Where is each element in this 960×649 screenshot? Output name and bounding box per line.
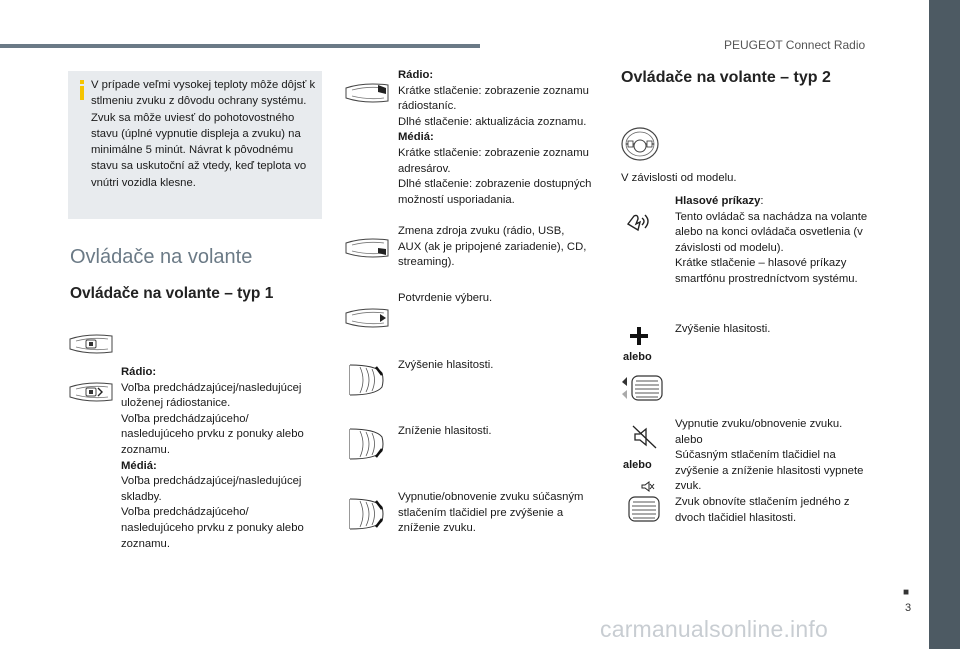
mute-line-1: Vypnutie zvuku/obnovenie zvuku. [675,418,843,430]
middle-item6-desc: Vypnutie/obnovenie zvuku súčasným stlačením tlačidiel pre zvýšenie a zníženie zvuku. [398,491,584,535]
voice-label: Hlasové príkazy [675,195,761,207]
steering-wheel-icon [620,126,660,162]
watermark: carmanualsonline.info [600,616,828,642]
model-note: V závislosti od modelu. [621,172,737,184]
continued-mark: ■ [903,587,910,598]
volume-roller-icon [346,497,386,531]
media-short-press: Krátke stlačenie: zobrazenie zoznamu adresárov. [398,146,589,175]
type1-heading: Ovládače na volante – typ 1 [70,285,274,302]
voice-text: Tento ovládač sa nachádza na volante alebo na konci ovládača osvetlenia (v závislosti od modelu). [675,210,868,254]
type2-heading: Ovládače na volante – typ 2 [621,69,831,86]
media-text-2: Voľba predchádzajúceho/ nasledujúceho prvku z ponuky alebo zoznamu. [121,506,304,550]
middle-item4-desc: Zvýšenie hlasitosti. [398,359,494,371]
middle-item2-desc: Zmena zdroja zvuku (rádio, USB, AUX (ak je pripojené zariadenie), CD, streaming). [398,225,587,269]
volume-up-desc: Zvýšenie hlasitosti. [675,323,771,335]
steering-stalk-icon [68,379,114,405]
media-long-press: Dlhé stlačenie: zobrazenie dostupných možností usporiadania. [398,178,592,206]
mute-icon [641,480,655,493]
radio-label: Rádio: [398,69,434,81]
volume-roller-icon [346,363,386,397]
middle-item5-desc: Zníženie hlasitosti. [398,425,492,437]
plus-icon [630,327,648,345]
mute-desc [675,417,875,526]
volume-roller-icon [346,427,386,461]
or-label: alebo [623,459,652,471]
media-label: Médiá: [398,131,434,144]
steering-stalk-icon [344,235,390,261]
radio-text: Voľba predchádzajúcej/nasledujúcej uloženej rádiostanice. [121,381,302,410]
voice-command-desc: Hlasové príkazy: Tento ovládač sa nachádza na volante alebo na konci ovládača osvetlenia (v závislosti od modelu). Krátke stlačenie – hlasové príkazy smartfónu prostredníctvom systému. [675,194,875,288]
media-text: Voľba predchádzajúcej/nasledujúcej skladby. [121,475,302,503]
middle-item1-desc [398,68,598,208]
middle-item3-desc: Potvrdenie výberu. [398,292,493,304]
media-label: Médiá: [121,459,157,472]
header-rule [0,44,480,48]
side-band [929,0,960,649]
radio-short-press: Krátke stlačenie: zobrazenie zoznamu rádiostaníc. [398,84,589,113]
mute-icon [632,425,658,449]
mute-line-4: Zvuk obnovíte stlačením jedného z dvoch tlačidiel hlasitosti. [675,495,850,524]
voice-text-2: Krátke stlačenie – hlasové príkazy smartfónu prostredníctvom systému. [675,257,858,285]
or-label: alebo [623,351,652,363]
volume-roller-icon [620,375,664,401]
steering-stalk-icon [68,331,114,357]
radio-long-press: Dlhé stlačenie: aktualizácia zoznamu. [398,115,587,128]
page-number: 3 [905,602,912,614]
volume-roller-icon [627,496,661,522]
steering-stalk-icon [344,80,390,106]
mute-line-3: Súčasným stlačením tlačidiel na zvýšenie a zníženie hlasitosti vypnete zvuk. [675,449,864,493]
radio-label: Rádio: [121,366,157,378]
type1-item1-desc [121,365,321,552]
info-note-text: V prípade veľmi vysokej teploty môže dôjsť k stlmeniu zvuku z dôvodu ochrany systému. Zvuk sa môže uviesť do pohotovostného stavu (úplné vypnutie displeja a zvuku) na minimálne 5 minút. Návrat k pôvodnému stavu sa uskutoční až vtedy, keď teplota vo vnútri vozidla klesne. [91,79,316,189]
info-icon [78,80,86,100]
section-title: Ovládače na volante [70,246,253,268]
voice-command-icon [624,206,654,232]
mute-line-2: alebo [675,433,703,446]
radio-text-2: Voľba predchádzajúceho/ nasledujúceho prvku z ponuky alebo zoznamu. [121,412,304,456]
steering-stalk-icon [344,305,390,331]
running-header: PEUGEOT Connect Radio [724,38,866,52]
